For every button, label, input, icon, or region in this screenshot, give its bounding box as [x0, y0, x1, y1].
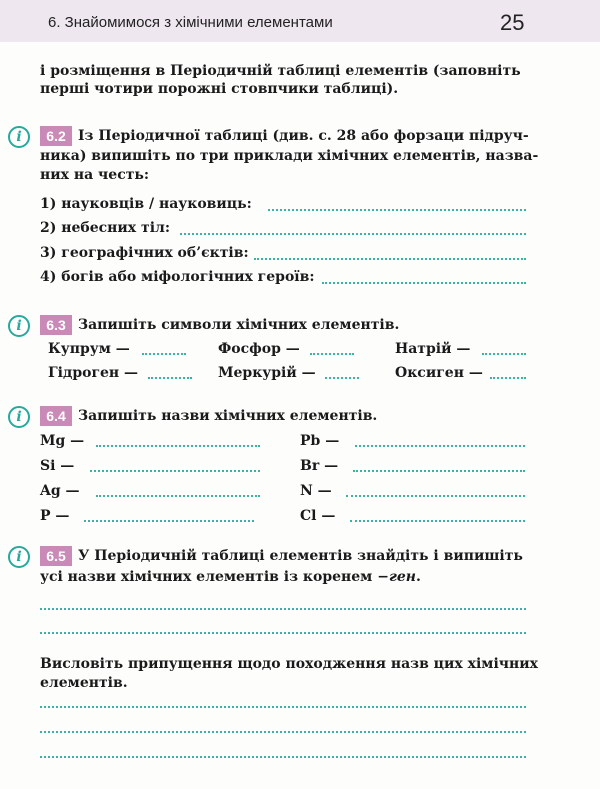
task-6-3-text: Запишіть символи хімічних елементів. [78, 317, 400, 333]
answer-line[interactable] [346, 495, 525, 497]
element-mercury: Меркурій — [218, 365, 316, 381]
answer-line[interactable] [40, 731, 526, 733]
answer-line[interactable] [310, 353, 354, 355]
task-6-2-text-1: Із Періодичної таблиці (див. с. 28 або форзаци підруч- [78, 128, 529, 144]
task-6-5-text-1: У Періодичній таблиці елементів знайдіть і випишіть [78, 548, 523, 564]
symbol-si: Si — [40, 458, 75, 474]
symbol-p: P — [40, 508, 70, 524]
task-6-2-text-3: них на честь: [40, 167, 150, 183]
root-gen: −ген [377, 569, 416, 585]
answer-line[interactable] [40, 706, 526, 708]
answer-line[interactable] [322, 282, 526, 284]
answer-line[interactable] [490, 377, 526, 379]
task-6-5-question-2: елементів. [40, 675, 128, 691]
task-6-2-item-3: 3) географічних об’єктів: [40, 245, 249, 261]
answer-line[interactable] [353, 470, 525, 472]
info-icon: i [8, 126, 30, 148]
answer-line[interactable] [180, 233, 526, 235]
answer-line[interactable] [40, 632, 526, 634]
task-6-4-text: Запишіть назви хімічних елементів. [78, 408, 378, 424]
answer-line[interactable] [325, 377, 359, 379]
task-6-2-item-4: 4) богів або міфологічних героїв: [40, 269, 315, 285]
symbol-br: Br — [300, 458, 339, 474]
chapter-title: 6. Знайомимося з хімічними елементами [48, 14, 333, 31]
answer-line[interactable] [482, 353, 526, 355]
element-cuprum: Купрум — [48, 341, 130, 357]
answer-line[interactable] [84, 520, 254, 522]
task-number-badge: 6.4 [40, 406, 72, 426]
info-icon: i [8, 406, 30, 428]
task-6-2-item-1: 1) науковців / науковиць: [40, 196, 252, 212]
info-icon: i [8, 546, 30, 568]
answer-line[interactable] [90, 470, 260, 472]
element-phosphorus: Фосфор — [218, 341, 300, 357]
element-hydrogen: Гідроген — [48, 365, 139, 381]
task-6-2-item-2: 2) небесних тіл: [40, 220, 171, 236]
element-oxygen: Оксиген — [395, 365, 483, 381]
task-number-badge: 6.5 [40, 546, 72, 566]
answer-line[interactable] [40, 756, 526, 758]
answer-line[interactable] [96, 445, 260, 447]
answer-line[interactable] [268, 209, 526, 211]
task-6-5-question-1: Висловіть припущення щодо походження назв цих хімічних [40, 656, 538, 672]
answer-line[interactable] [40, 608, 526, 610]
answer-line[interactable] [254, 258, 526, 260]
info-icon: i [8, 315, 30, 337]
symbol-n: N — [300, 483, 332, 499]
answer-line[interactable] [350, 520, 525, 522]
page-number: 25 [500, 10, 525, 35]
answer-line[interactable] [355, 445, 525, 447]
symbol-mg: Mg — [40, 433, 85, 449]
task-number-badge: 6.2 [40, 126, 72, 146]
answer-line[interactable] [142, 353, 186, 355]
task-number-badge: 6.3 [40, 315, 72, 335]
answer-line[interactable] [148, 377, 192, 379]
task-6-5-text-2: усі назви хімічних елементів із коренем −ген. [40, 569, 421, 585]
symbol-ag: Ag — [40, 483, 80, 499]
symbol-pb: Pb — [300, 433, 340, 449]
answer-line[interactable] [96, 495, 260, 497]
element-sodium: Натрій — [395, 341, 471, 357]
intro-line-2: перші чотири порожні стовпчики таблиці). [40, 81, 399, 97]
symbol-cl: Cl — [300, 508, 336, 524]
page-header [0, 0, 600, 42]
task-6-2-text-2: ника) випишіть по три приклади хімічних елементів, назва- [40, 148, 539, 164]
intro-line-1: і розміщення в Періодичній таблиці елементів (заповніть [40, 63, 521, 79]
